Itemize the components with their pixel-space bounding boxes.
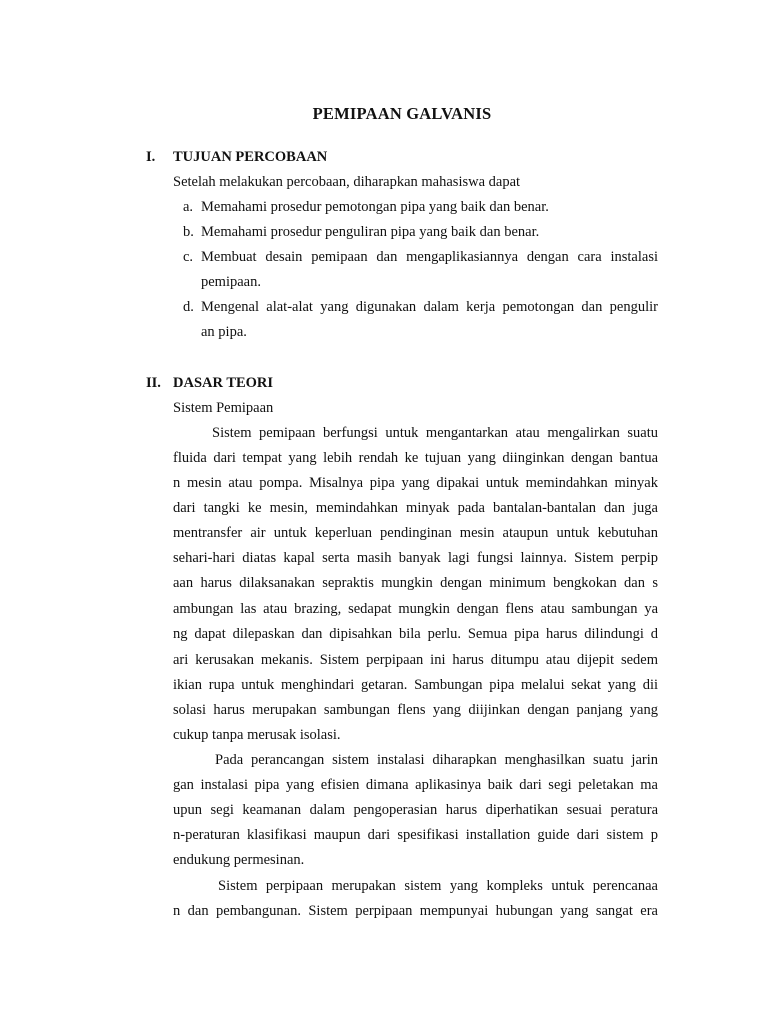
list-marker: c. [183, 249, 194, 265]
list-item-text: pemipaan. [201, 274, 261, 290]
paragraph-line: dari tangki ke mesin, memindahkan minyak pada bantalan-bantalan dan juga [173, 500, 658, 516]
section-heading: TUJUAN PERCOBAAN [173, 149, 328, 165]
paragraph-line: fluida dari tempat yang lebih rendah ke tujuan yang diinginkan dengan bantua [173, 450, 658, 466]
list-item-text: Memahami prosedur pemotongan pipa yang baik dan benar. [201, 199, 549, 215]
list-item-text: Mengenal alat-alat yang digunakan dalam kerja pemotongan dan pengulir [201, 299, 658, 315]
paragraph-line: mentransfer air untuk keperluan pendinginan mesin ataupun untuk kebutuhan [173, 525, 658, 541]
paragraph-line: Sistem pemipaan berfungsi untuk mengantarkan atau mengalirkan suatu [212, 425, 658, 441]
paragraph-line: ng dapat dilepaskan dan dipisahkan bila perlu. Semua pipa harus dilindungi d [173, 626, 658, 642]
section-subheading: Sistem Pemipaan [173, 400, 274, 416]
list-marker: d. [183, 299, 194, 315]
list-item-text: an pipa. [201, 324, 247, 340]
paragraph-line: Pada perancangan sistem instalasi diharapkan menghasilkan suatu jarin [215, 752, 658, 768]
paragraph-line: ambungan las atau brazing, sedapat mungkin dengan flens atau sambungan ya [173, 601, 658, 617]
section-number: I. [146, 149, 156, 165]
paragraph-line: ari kerusakan mekanis. Sistem perpipaan ini harus ditumpu atau dijepit sedem [173, 652, 658, 668]
list-marker: b. [183, 224, 194, 240]
paragraph-line: gan instalasi pipa yang efisien dimana aplikasinya baik dari segi peletakan ma [173, 777, 658, 793]
paragraph-line: n dan pembangunan. Sistem perpipaan mempunyai hubungan yang sangat era [173, 903, 658, 919]
list-item-text: Membuat desain pemipaan dan mengaplikasiannya dengan cara instalasi [201, 249, 658, 265]
paragraph-line: sehari-hari diatas kapal serta masih banyak lagi fungsi lainnya. Sistem perpip [173, 550, 658, 566]
paragraph-line: upun segi keamanan dalam pengoperasian harus diperhatikan sesuai peratura [173, 802, 658, 818]
paragraph-line: solasi harus merupakan sambungan flens yang diijinkan dengan panjang yang [173, 702, 658, 718]
paragraph-line: n-peraturan klasifikasi maupun dari spesifikasi installation guide dari sistem p [173, 827, 658, 843]
list-item-text: Memahami prosedur penguliran pipa yang baik dan benar. [201, 224, 540, 240]
section-heading: DASAR TEORI [173, 375, 274, 391]
paragraph-line: cukup tanpa merusak isolasi. [173, 727, 341, 743]
paragraph-line: aan harus dilaksanakan sepraktis mungkin dengan minimum bengkokan dan s [173, 575, 658, 591]
document-title: PEMIPAAN GALVANIS [312, 104, 492, 123]
paragraph-line: ikian rupa untuk menghindari getaran. Sambungan pipa melalui sekat yang dii [173, 677, 658, 693]
paragraph-line: n mesin atau pompa. Misalnya pipa yang dipakai untuk memindahkan minyak [173, 475, 658, 491]
paragraph-line: Sistem perpipaan merupakan sistem yang kompleks untuk perencanaa [218, 878, 658, 894]
section-number: II. [146, 375, 161, 391]
section-intro: Setelah melakukan percobaan, diharapkan mahasiswa dapat [173, 174, 521, 190]
paragraph-line: endukung permesinan. [173, 852, 305, 868]
list-marker: a. [183, 199, 194, 215]
